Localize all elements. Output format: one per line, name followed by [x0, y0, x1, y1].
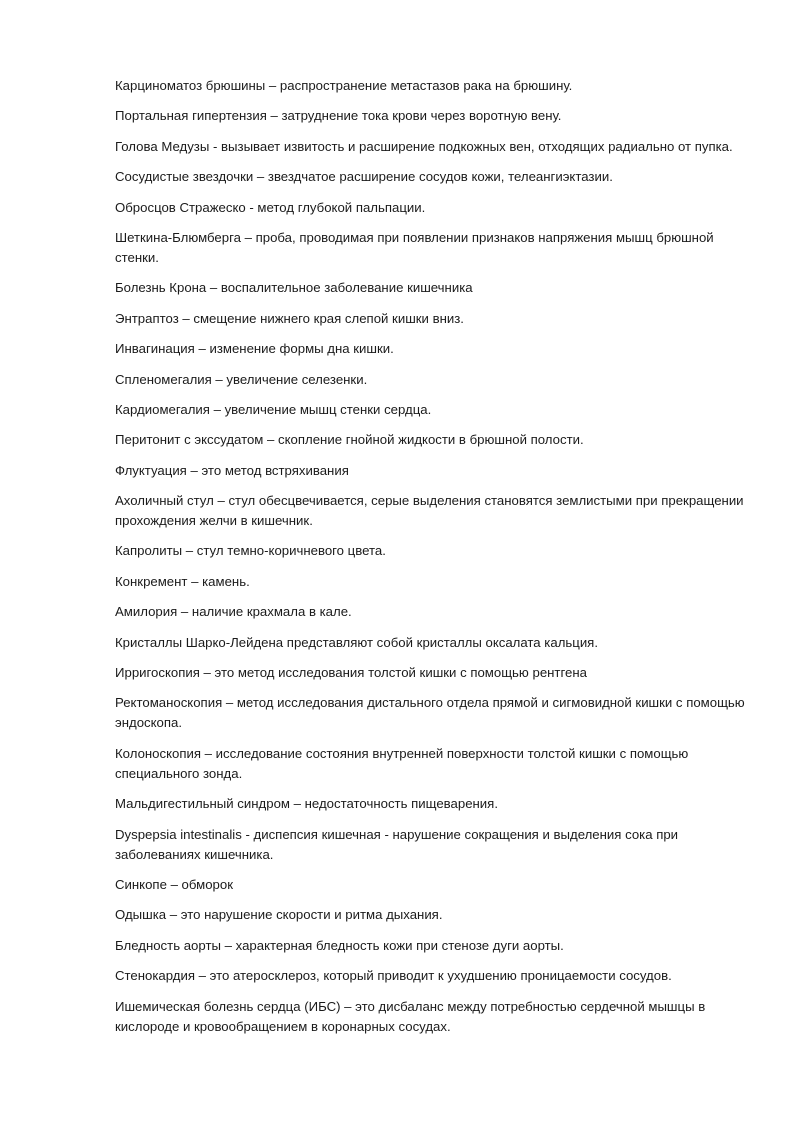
- paragraph: Ахоличный стул – стул обесцвечивается, серые выделения становятся землистыми при прекращении прохождения желчи в кишечник.: [115, 493, 744, 529]
- paragraph: Карциноматоз брюшины – распространение метастазов рака на брюшину.: [115, 78, 573, 93]
- paragraph: Ишемическая болезнь сердца (ИБС) – это дисбаланс между потребностью сердечной мышцы в кислороде и кровообращением в коронарных сосудах.: [115, 998, 706, 1034]
- paragraph: Амилория – наличие крахмала в кале.: [115, 604, 352, 620]
- paragraph: Бледность аорты – характерная бледность кожи при стенозе дуги аорты.: [115, 937, 564, 953]
- document-body: [115, 76, 745, 1047]
- paragraph: Dyspepsia intestinalis - диспепсия кишечная - нарушение сокращения и выделения сока при заболеваниях кишечника.: [115, 826, 679, 862]
- paragraph: Перитонит с экссудатом – скопление гнойной жидкости в брюшной полости.: [115, 432, 584, 448]
- paragraph: Инвагинация – изменение формы дна кишки.: [115, 341, 394, 357]
- paragraph: Колоноскопия – исследование состояния внутренней поверхности толстой кишки с помощью специального зонда.: [115, 745, 689, 781]
- paragraph: Сосудистые звездочки – звездчатое расширение сосудов кожи, телеангиэктазии.: [115, 169, 613, 185]
- paragraph: Мальдигестильный синдром – недостаточность пищеварения.: [115, 796, 498, 812]
- paragraph: Ректоманоскопия – метод исследования дистального отдела прямой и сигмовидной кишки с помощью эндоскопа.: [115, 695, 745, 731]
- paragraph: Стенокардия – это атеросклероз, который приводит к ухудшению проницаемости сосудов.: [115, 968, 672, 984]
- paragraph: Портальная гипертензия – затруднение тока крови через воротную вену.: [115, 108, 562, 124]
- paragraph: Флуктуация – это метод встряхивания: [115, 462, 349, 478]
- paragraph: Ирригоскопия – это метод исследования толстой кишки с помощью рентгена: [115, 665, 587, 681]
- paragraph: Голова Медузы - вызывает извитость и расширение подкожных вен, отходящих радиально от пупка.: [115, 138, 733, 154]
- paragraph: Синкопе – обморок: [115, 876, 233, 892]
- paragraph: Спленомегалия – увеличение селезенки.: [115, 371, 368, 387]
- paragraph: Обросцов Стражеско - метод глубокой пальпации.: [115, 199, 426, 215]
- paragraph: Капролиты – стул темно-коричневого цвета.: [115, 543, 386, 559]
- paragraph: Болезнь Крона – воспалительное заболевание кишечника: [115, 280, 473, 296]
- paragraph: Кристаллы Шарко-Лейдена представляют собой кристаллы оксалата кальция.: [115, 634, 598, 650]
- paragraph: Одышка – это нарушение скорости и ритма дыхания.: [115, 907, 443, 923]
- paragraph: Конкремент – камень.: [115, 573, 250, 589]
- paragraph: Энтраптоз – смещение нижнего края слепой кишки вниз.: [115, 310, 464, 326]
- paragraph: Кардиомегалия – увеличение мышц стенки сердца.: [115, 401, 432, 417]
- paragraph: Шеткина-Блюмберга – проба, проводимая при появлении признаков напряжения мышц брюшной стенки.: [115, 229, 714, 265]
